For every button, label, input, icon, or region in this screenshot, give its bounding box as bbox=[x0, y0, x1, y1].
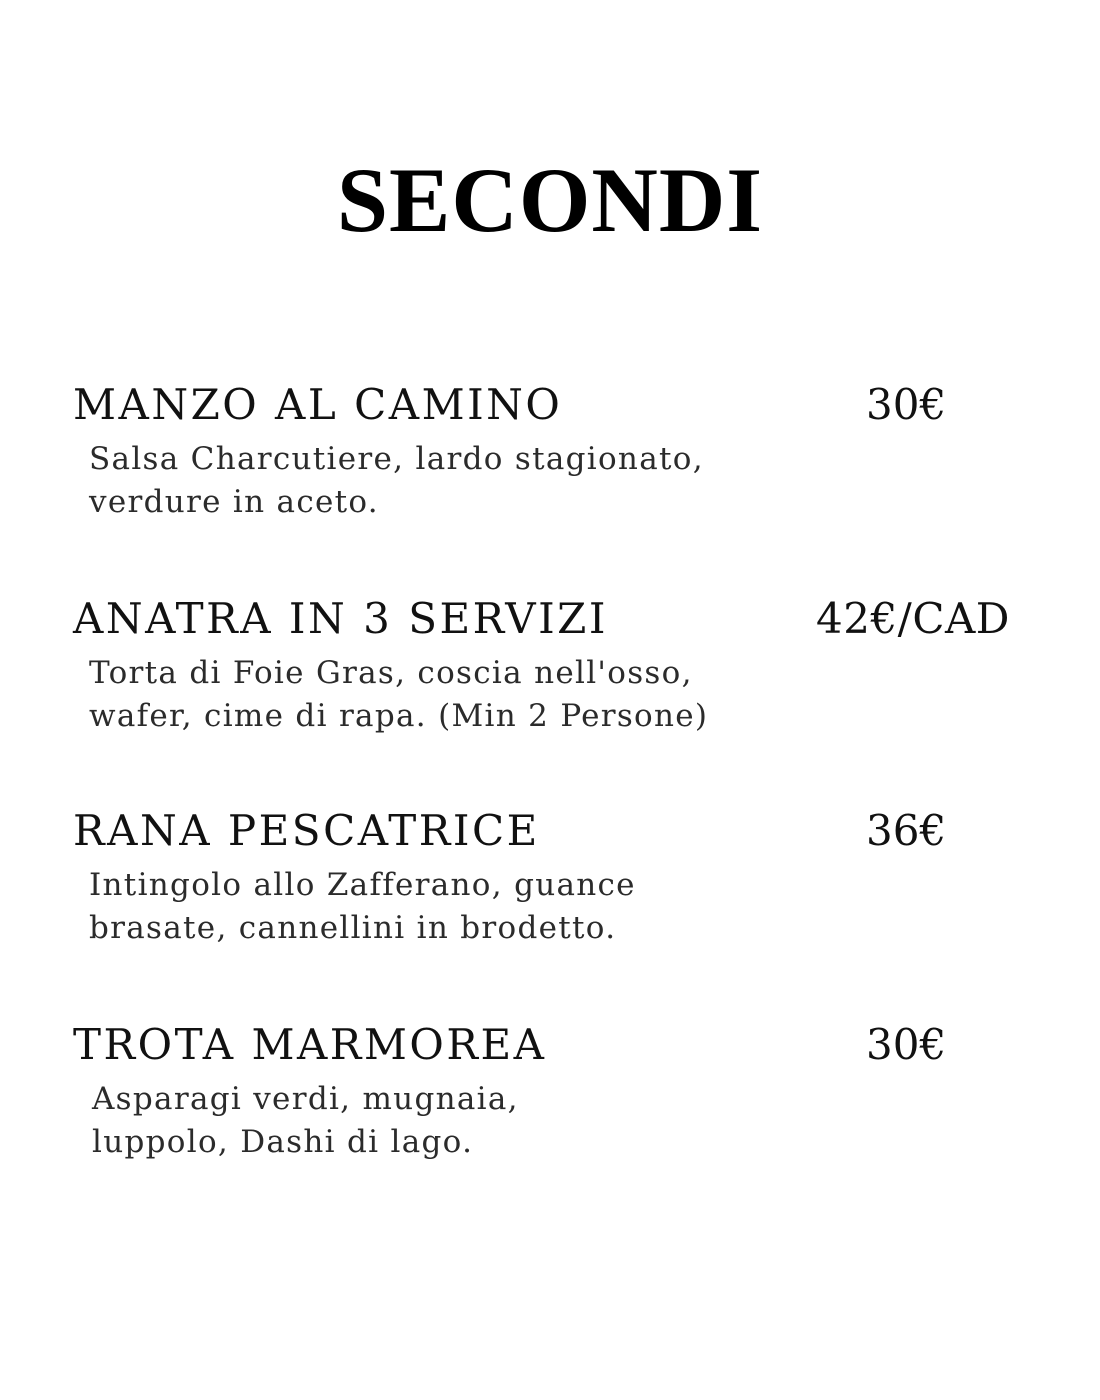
menu-item-name: RANA PESCATRICE bbox=[73, 806, 540, 855]
menu-item-price: 36€ bbox=[866, 806, 947, 855]
description-line: wafer, cime di rapa. (Min 2 Persone) bbox=[89, 698, 709, 734]
menu-item-description bbox=[89, 864, 809, 950]
menu-item-price: 42€/CAD bbox=[816, 594, 1010, 643]
menu-item-description bbox=[89, 652, 809, 738]
menu-item-price: 30€ bbox=[866, 1020, 947, 1069]
menu-title: SECONDI bbox=[336, 149, 764, 251]
description-line: luppolo, Dashi di lago. bbox=[92, 1124, 474, 1160]
menu-item-price: 30€ bbox=[866, 380, 947, 429]
description-line: Asparagi verdi, mugnaia, bbox=[92, 1081, 519, 1117]
description-line: Salsa Charcutiere, lardo stagionato, bbox=[89, 441, 704, 477]
menu-item-name: MANZO AL CAMINO bbox=[73, 380, 563, 429]
description-line: Torta di Foie Gras, coscia nell'osso, bbox=[89, 655, 693, 691]
menu-item-name: ANATRA IN 3 SERVIZI bbox=[73, 594, 608, 643]
description-line: Intingolo allo Zafferano, guance bbox=[89, 867, 636, 903]
description-line: verdure in aceto. bbox=[89, 484, 379, 520]
description-line: brasate, cannellini in brodetto. bbox=[89, 910, 617, 946]
menu-item-description bbox=[92, 1078, 812, 1164]
menu-item-name: TROTA MARMOREA bbox=[73, 1020, 547, 1069]
menu-item-description bbox=[89, 438, 809, 524]
